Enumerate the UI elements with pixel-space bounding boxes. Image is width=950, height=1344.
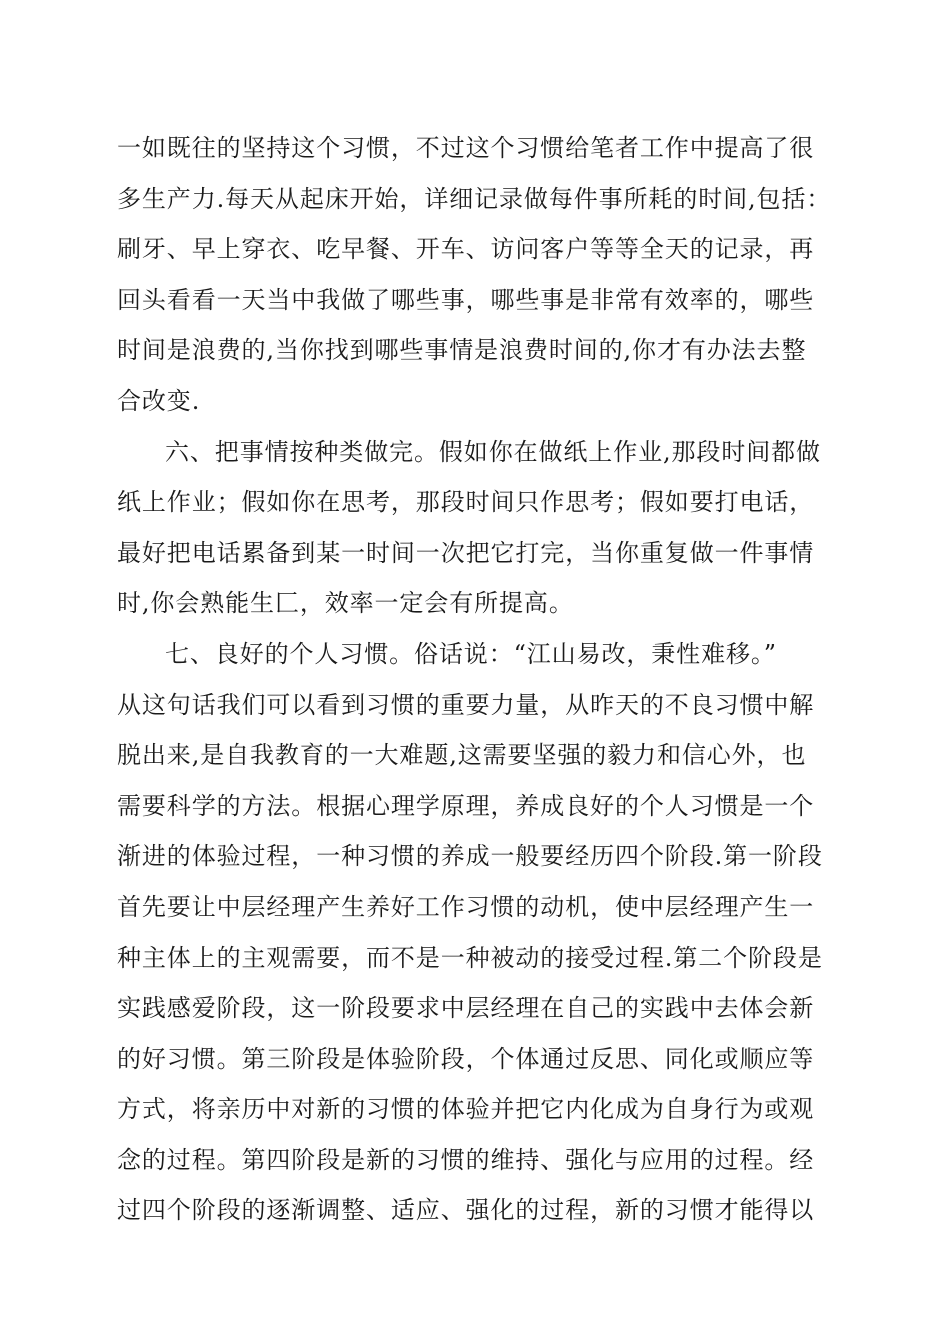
text-line: 方式，将亲历中对新的习惯的体验并把它内化成为自身行为或观 — [117, 1095, 815, 1124]
text-line: 种主体上的主观需要，而不是一种被动的接受过程.第二个阶段是 — [117, 943, 823, 972]
text-line: 刷牙、早上穿衣、吃早餐、开车、访问客户等等全天的记录，再 — [117, 235, 815, 264]
text-line: 过四个阶段的逐渐调整、适应、强化的过程，新的习惯才能得以 — [117, 1196, 815, 1225]
text-line: 时,你会熟能生匚，效率一定会有所提高。 — [117, 589, 574, 618]
text-line: 需要科学的方法。根据心理学原理，养成良好的个人习惯是一个 — [117, 791, 815, 820]
text-line: 脱出来,是自我教育的一大难题,这需要坚强的毅力和信心外，也 — [117, 741, 807, 770]
text-line: 多生产力.每天从起床开始，详细记录做每件事所耗的时间,包括： — [117, 184, 832, 213]
text-line: 最好把电话累备到某一时间一次把它打完，当你重复做一件事情 — [117, 538, 815, 567]
text-line: 时间是浪费的,当你找到哪些事情是浪费时间的,你才有办法去整 — [117, 336, 807, 365]
text-line: 从这句话我们可以看到习惯的重要力量，从昨天的不良习惯中解 — [117, 690, 815, 719]
paragraph-start-line: 七、良好的个人习惯。俗话说：“江山易改，秉性难移。” — [165, 639, 777, 668]
text-line: 的好习惯。第三阶段是体验阶段，个体通过反思、同化或顺应等 — [117, 1044, 815, 1073]
paragraph-start-line: 六、把事情按种类做完。假如你在做纸上作业,那段时间都做 — [165, 437, 821, 466]
body-text — [117, 123, 837, 1236]
text-line: 首先要让中层经理产生养好工作习惯的动机，使中层经理产生一 — [117, 892, 815, 921]
text-line: 实践感爱阶段，这一阶段要求中层经理在自己的实践中去体会新 — [117, 994, 815, 1023]
text-line: 回头看看一天当中我做了哪些事，哪些事是非常有效率的，哪些 — [117, 285, 815, 314]
text-line: 合改变. — [117, 386, 201, 415]
text-line: 念的过程。第四阶段是新的习惯的维持、强化与应用的过程。经 — [117, 1145, 815, 1174]
text-line: 纸上作业；假如你在思考，那段时间只作思考；假如要打电话， — [117, 488, 815, 517]
text-line: 渐进的体验过程，一种习惯的养成一般要经历四个阶段.第一阶段 — [117, 842, 823, 871]
text-line: 一如既往的坚持这个习惯，不过这个习惯给笔者工作中提高了很 — [117, 134, 815, 162]
